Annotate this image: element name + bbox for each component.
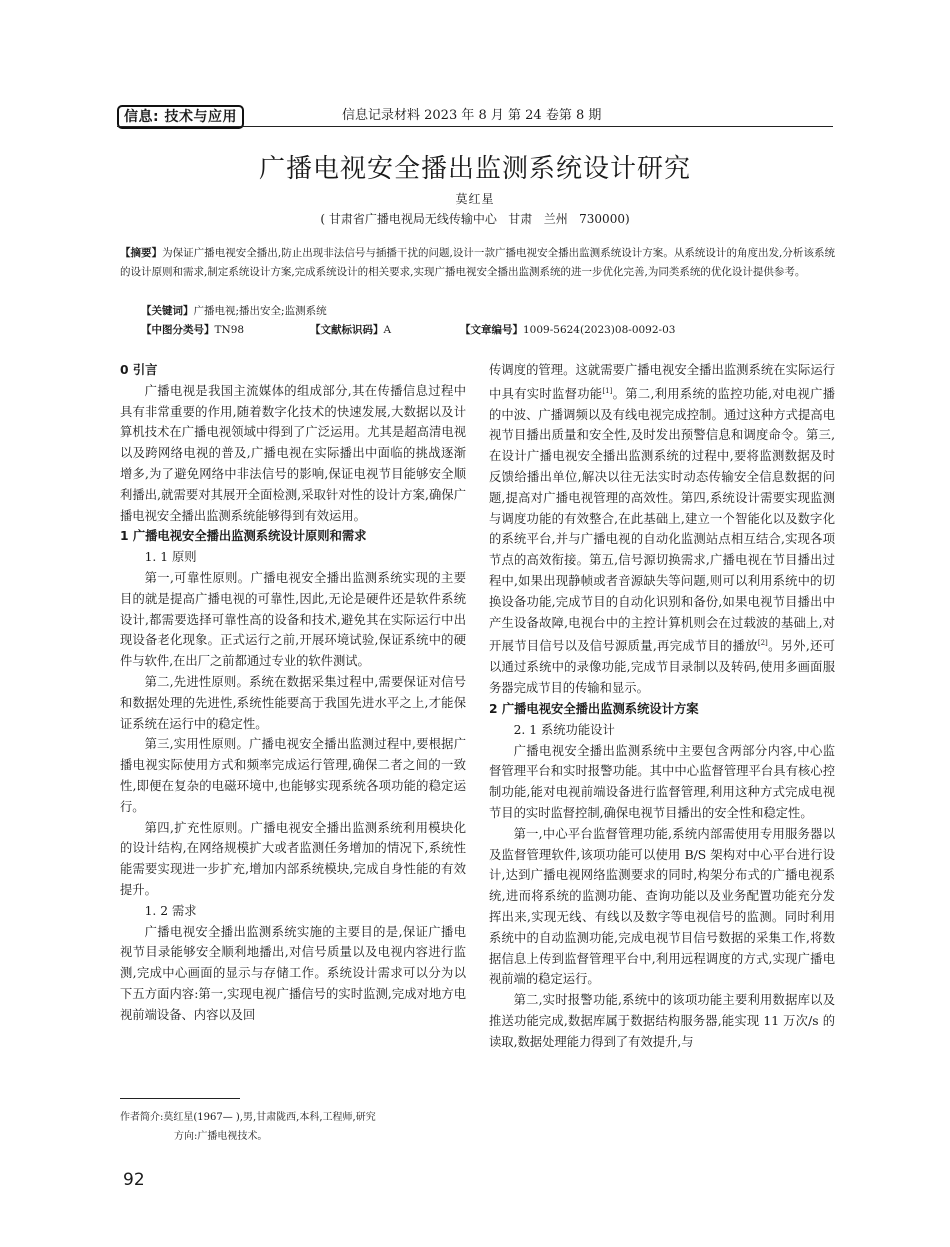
citation: [1]: [602, 386, 613, 395]
paragraph: 第一,可靠性原则。广播电视安全播出监测系统实现的主要目的就是提高广播电视的可靠性,因此,无论是硬件还是软件系统设计,都需要选择可靠性高的设备和技术,避免其在实际运行中出现设备老化现象。正式运行之前,开展环境试验,保证系统中的硬件与软件,在出厂之前都通过专业的软件测试。: [120, 570, 466, 669]
paragraph-text: 。另外,还可以通过系统中的录像功能,完成节目录制以及转码,使用多画面服务器完成节目的传输和显示。: [489, 639, 835, 696]
art-value: 1009-5624(2023)08-0092-03: [523, 324, 676, 336]
left-column: [120, 360, 466, 1026]
author-name: 莫红星: [455, 192, 495, 206]
subsection-heading: 1. 1 原则: [144, 550, 197, 565]
paragraph: 第一,中心平台监督管理功能,系统内部需使用专用服务器以及监督管理软件,该项功能可以使用 B/S 架构对中心平台进行设计,达到广播电视网络监测要求的同时,构架分布式的广播电视系统,进而将系统的监测功能、查询功能以及业务配置功能充分发挥出来,实现无线、有线以及数字等电视信号的监测。同时利用系统中的自动监测功能,完成电视节目信号数据的采集工作,将数据信息上传到监督管理平台中,利用远程调度的方式,实现广播电视前端的稳定运行。: [489, 826, 835, 987]
paragraph: 广播电视安全播出监测系统中主要包含两部分内容,中心监督管理平台和实时报警功能。其中中心监督管理平台具有核心控制功能,能对电视前端设备进行监督管理,利用这种方式完成电视节目的实时监督控制,确保电视节目播出的安全性和稳定性。: [489, 743, 835, 820]
journal-header: 信息记录材料 2023 年 8 月 第 24 卷第 8 期: [342, 108, 602, 123]
subsection-heading: 1. 2 需求: [144, 903, 197, 918]
article-number: [460, 322, 675, 337]
paragraph: 第二,实时报警功能,系统中的该项功能主要利用数据库以及推送功能完成,数据库属于数据结构服务器,能实现 11 万次/s 的读取,数据处理能力得到了有效提升,与: [489, 993, 835, 1049]
footnote-divider: [120, 1098, 240, 1099]
author-affiliation: ( 甘肃省广播电视局无线传输中心 甘肃 兰州 730000): [320, 212, 630, 226]
abstract-text: 为保证广播电视安全播出,防止出现非法信号与插播干扰的问题,设计一款广播电视安全播出监测系统设计方案。从系统设计的角度出发,分析该系统的设计原则和需求,制定系统设计方案,完成系统设计的相关要求,实现广播电视安全播出监测系统的进一步优化完善,为同类系统的优化设计提供参考。: [120, 247, 836, 278]
doc-value: A: [383, 324, 392, 336]
author-footnote: [120, 1108, 470, 1146]
paragraph-text: 。第二,利用系统的监控功能,对电视广播的中波、广播调频以及有线电视完成控制。通过这种方式提高电视节目播出质量和安全性,及时发出预警信息和调度命令。第三,在设计广播电视安全播出监测系统的过程中,要将监测数据及时反馈给播出单位,解决以往无法实时动态传输安全信息数据的问题,提高对广播电视管理的高效性。第四,系统设计需要实现监测与调度功能的有效整合,在此基础上,建立一个智能化以及数字化的系统平台,并与广播电视的自动化监测站点相互结合,实现各项节点的高效衔接。第五,信号源切换需求,广播电视在节目播出过程中,如果出现静帧或者音源缺失等问题,则可以利用系统中的切换设备功能,完成节目的自动化识别和备份,如果电视节目播出中产生设备故障,电视台中的主控计算机则会在过载波的基础上,对开展节目信号以及信号源质量,再完成节目的播放: [489, 386, 835, 654]
subsection-heading: 2. 1 系统功能设计: [513, 722, 615, 737]
section-heading: 2 广播电视安全播出监测系统设计方案: [489, 701, 699, 716]
paragraph-text: 传调度的管理。这就需要广播电视安全播出监测系统在实际运行中具有实时监督功能: [489, 363, 835, 401]
section-tag: 信息: 技术与应用: [117, 105, 244, 129]
section-heading: 1 广播电视安全播出监测系统设计原则和需求: [120, 529, 367, 544]
abstract-label: 【摘要】: [120, 247, 163, 259]
paragraph: 广播电视安全播出监测系统实施的主要目的是,保证广播电视节目录能够安全顺利地播出,对信号质量以及电视内容进行监测,完成中心画面的显示与存储工作。系统设计需求可以分为以下五方面内容:第一,实现电视广播信号的实时监测,完成对地方电视前端设备、内容以及回: [120, 924, 466, 1022]
keywords-label: 【关键词】: [141, 305, 194, 317]
section-heading: 0 引言: [120, 363, 158, 377]
clc-value: TN98: [214, 324, 245, 336]
page-number: 92: [123, 1170, 145, 1190]
paragraph: 第三,实用性原则。广播电视安全播出监测过程中,要根据广播电视实际使用方式和频率完成运行管理,确保二者之间的一致性,即便在复杂的电磁环境中,也能够实现系统各项功能的稳定运行。: [120, 737, 466, 814]
doc-code: [310, 322, 391, 337]
paragraph: 第四,扩充性原则。广播电视安全播出监测系统利用模块化的设计结构,在网络规模扩大或者监测任务增加的情况下,系统性能需要实现进一步扩充,增加内部系统模块,完成自身性能的有效提升。: [120, 820, 466, 897]
keywords: [141, 303, 327, 318]
paragraph: 第二,先进性原则。系统在数据采集过程中,需要保证对信号和数据处理的先进性,系统性能要高于我国先进水平之上,才能保证系统在运行中的稳定性。: [120, 674, 466, 731]
paragraph: 广播电视是我国主流媒体的组成部分,其在传播信息过程中具有非常重要的作用,随着数字化技术的快速发展,大数据以及计算机技术在广播电视领域中得到了广泛运用。尤其是超高清电视以及跨网络电视的普及,广播电视在实际播出中面临的挑战逐渐增多,为了避免网络中非法信号的影响,保证电视节目能够安全顺利播出,就需要对其展开全面检测,采取针对性的设计方案,确保广播电视安全播出监测系统能够得到有效运用。: [120, 383, 466, 523]
citation: [2]: [757, 639, 768, 648]
footnote-line: 作者简介:莫红星(1967— ),男,甘肃陇西,本科,工程师,研究: [120, 1112, 376, 1123]
header-divider: [117, 126, 833, 127]
clc-number: [141, 322, 244, 337]
paragraph: [489, 360, 835, 699]
clc-label: 【中图分类号】: [141, 324, 215, 336]
abstract: [120, 244, 835, 282]
doc-label: 【文献标识码】: [310, 324, 384, 336]
right-column: [489, 360, 835, 1052]
keywords-text: 广播电视;播出安全;监测系统: [193, 305, 327, 317]
article-title: 广播电视安全播出监测系统设计研究: [258, 154, 691, 184]
art-label: 【文章编号】: [460, 324, 523, 336]
footnote-line: 方向:广播电视技术。: [174, 1131, 268, 1142]
